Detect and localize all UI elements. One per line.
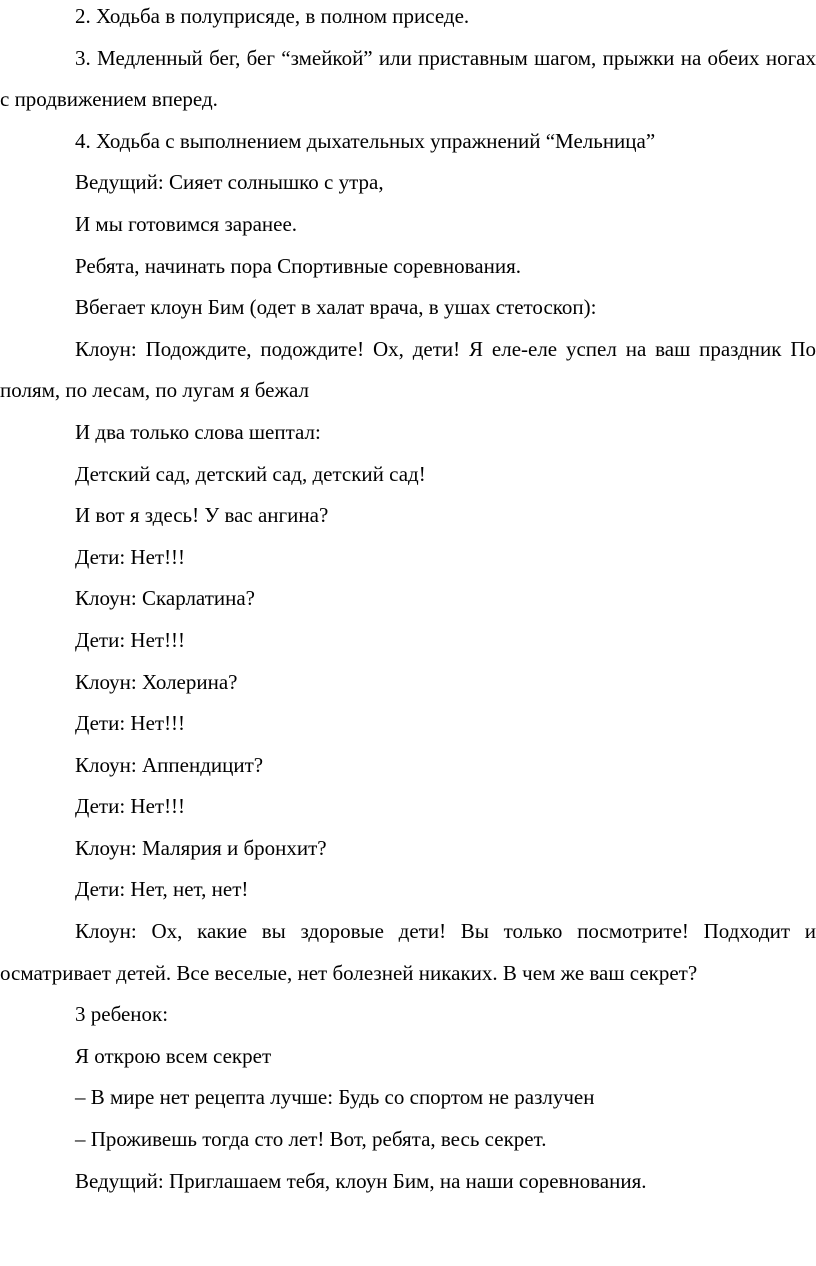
paragraph: – Проживешь тогда сто лет! Вот, ребята, весь секрет.	[75, 1127, 547, 1152]
paragraph: И мы готовимся заранее.	[75, 211, 298, 236]
paragraph: Дети: Нет!!!	[75, 711, 186, 736]
paragraph: Клоун: Аппендицит?	[75, 752, 264, 777]
paragraph: Дети: Нет!!!	[75, 627, 186, 652]
paragraph: Дети: Нет!!!	[75, 794, 186, 819]
paragraph: Детский сад, детский сад, детский сад!	[75, 461, 426, 486]
paragraph: Вбегает клоун Бим (одет в халат врача, в ушах стетоскоп):	[75, 295, 597, 320]
paragraph: Клоун: Малярия и бронхит?	[75, 835, 327, 860]
paragraph: И два только слова шептал:	[75, 419, 321, 444]
paragraph: 3 ребенок:	[75, 1002, 169, 1027]
paragraph: Клоун: Скарлатина?	[75, 586, 255, 611]
paragraph: – В мире нет рецепта лучше: Будь со спортом не разлучен	[75, 1085, 595, 1110]
paragraph: Клоун: Подождите, подождите! Ох, дети! Я еле-еле успел на ваш праздник По полям, по лесам, по лугам я бежал	[0, 336, 816, 403]
paragraph: 2. Ходьба в полуприсяде, в полном приседе.	[75, 4, 470, 28]
paragraph: Дети: Нет!!!	[75, 544, 186, 569]
paragraph: Клоун: Ох, какие вы здоровые дети! Вы только посмотрите! Подходит и осматривает детей. Все веселые, нет болезней никаких. В чем же ваш секрет?	[0, 919, 816, 985]
paragraph: Я открою всем секрет	[75, 1043, 272, 1068]
paragraph: Ребята, начинать пора Спортивные соревнования.	[75, 253, 522, 278]
paragraph: Ведущий: Приглашаем тебя, клоун Бим, на наши соревнования.	[75, 1168, 647, 1193]
paragraph: Клоун: Холерина?	[75, 669, 238, 694]
paragraph: 4. Ходьба с выполнением дыхательных упражнений “Мельница”	[75, 128, 656, 153]
paragraph: И вот я здесь! У вас ангина?	[75, 503, 329, 528]
paragraph: Ведущий: Сияет солнышко с утра,	[75, 170, 384, 195]
paragraph: Дети: Нет, нет, нет!	[75, 877, 249, 902]
paragraph: 3. Медленный бег, бег “змейкой” или приставным шагом, прыжки на обеих ногах с продвижением вперед.	[0, 45, 816, 112]
